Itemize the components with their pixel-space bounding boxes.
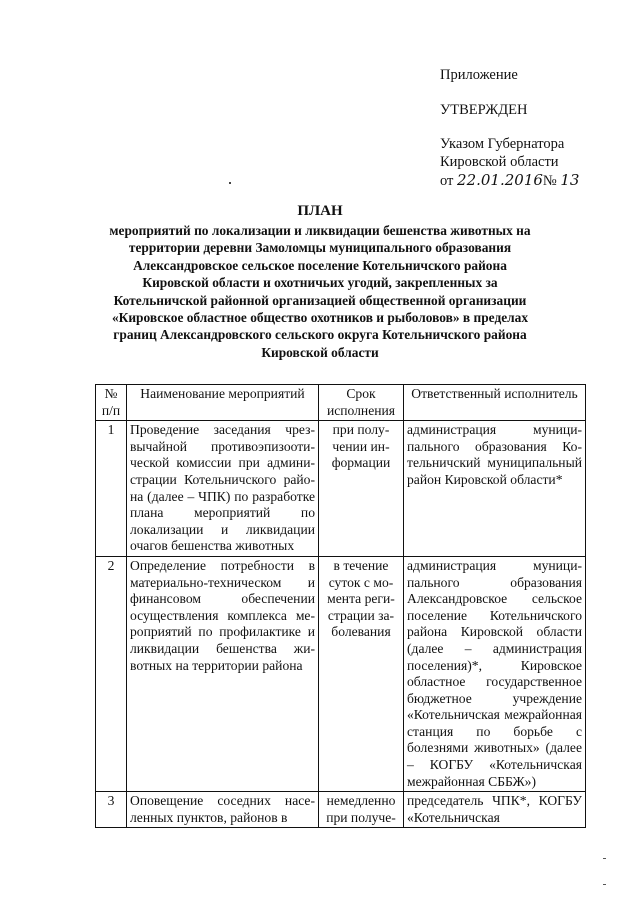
row-name: Оповещение соседних населенных пунктов, районов в bbox=[127, 792, 319, 828]
table-row bbox=[96, 556, 586, 791]
table-row bbox=[96, 421, 586, 557]
row-name: Определение потребности в материально-техническом и финансовом обеспечении осуществления комплекса мероприятий по профилактике и ликвидации бешенства животных на территории района bbox=[127, 556, 319, 791]
row-responsible: администрация муниципального образования Котельничский муниципальный район Кировской области* bbox=[404, 421, 586, 557]
row-name: Проведение заседания чрезвычайной противоэпизоотической комиссии при администрации Котельничского района (далее – ЧПК) по разработке плана мероприятий по локализации и ликвидации очагов бешенства животных bbox=[127, 421, 319, 557]
row-responsible: председатель ЧПК*, КОГБУ «Котельничская bbox=[404, 792, 586, 828]
header-term: Срок исполнения bbox=[319, 385, 404, 421]
plan-table bbox=[95, 384, 586, 828]
row-term: немедленно при получе- bbox=[319, 792, 404, 828]
handwritten-date: 22.01.2016 bbox=[457, 171, 543, 189]
row-term: при получении информации bbox=[319, 421, 404, 557]
row-num: 1 bbox=[96, 421, 127, 557]
plan-subtitle: мероприятий по локализации и ликвидации бешенства животных на территории деревни Замоломцы муниципального образования Александровское сельское поселение Котельничского района Кировской области и охотничьих угодий, закрепленных за Котельничской районной организацией общественной организации «Кировское областное общество охотников и рыболовов» в пределах границ Александровского сельского округа Котельничского района Кировской области bbox=[109, 223, 531, 360]
approval-block bbox=[440, 66, 579, 190]
scan-speck bbox=[603, 884, 606, 885]
plan-heading: ПЛАН bbox=[297, 203, 343, 219]
header-num: № п/п bbox=[96, 385, 127, 421]
number-sign: № bbox=[542, 173, 557, 189]
decree-line-2: Кировской области bbox=[440, 154, 559, 170]
appendix-label: Приложение bbox=[440, 67, 518, 83]
scan-speck bbox=[229, 182, 231, 184]
from-prefix: от bbox=[440, 173, 454, 189]
approved-label: УТВЕРЖДЕН bbox=[440, 102, 528, 118]
handwritten-number: 13 bbox=[560, 171, 580, 189]
row-term: в течение суток с момента регистрации заболевания bbox=[319, 556, 404, 791]
table-header-row bbox=[96, 385, 586, 421]
document-title bbox=[100, 202, 540, 361]
row-num: 3 bbox=[96, 792, 127, 828]
decree-date-line bbox=[440, 171, 579, 190]
decree-line-1: Указом Губернатора bbox=[440, 136, 565, 152]
table-row bbox=[96, 792, 586, 828]
header-responsible: Ответственный исполнитель bbox=[404, 385, 586, 421]
header-name: Наименование мероприятий bbox=[127, 385, 319, 421]
row-num: 2 bbox=[96, 556, 127, 791]
row-responsible: администрация муниципального образования Александровское сельское поселение Котельничского района Кировской области (далее – администрация поселения)*, Кировское областное государственное бюджетное учреждение «Котельничская межрайонная станция по борьбе с болезнями животных» (далее – КОГБУ «Котельничская межрайонная СББЖ») bbox=[404, 556, 586, 791]
scan-speck bbox=[603, 858, 606, 859]
